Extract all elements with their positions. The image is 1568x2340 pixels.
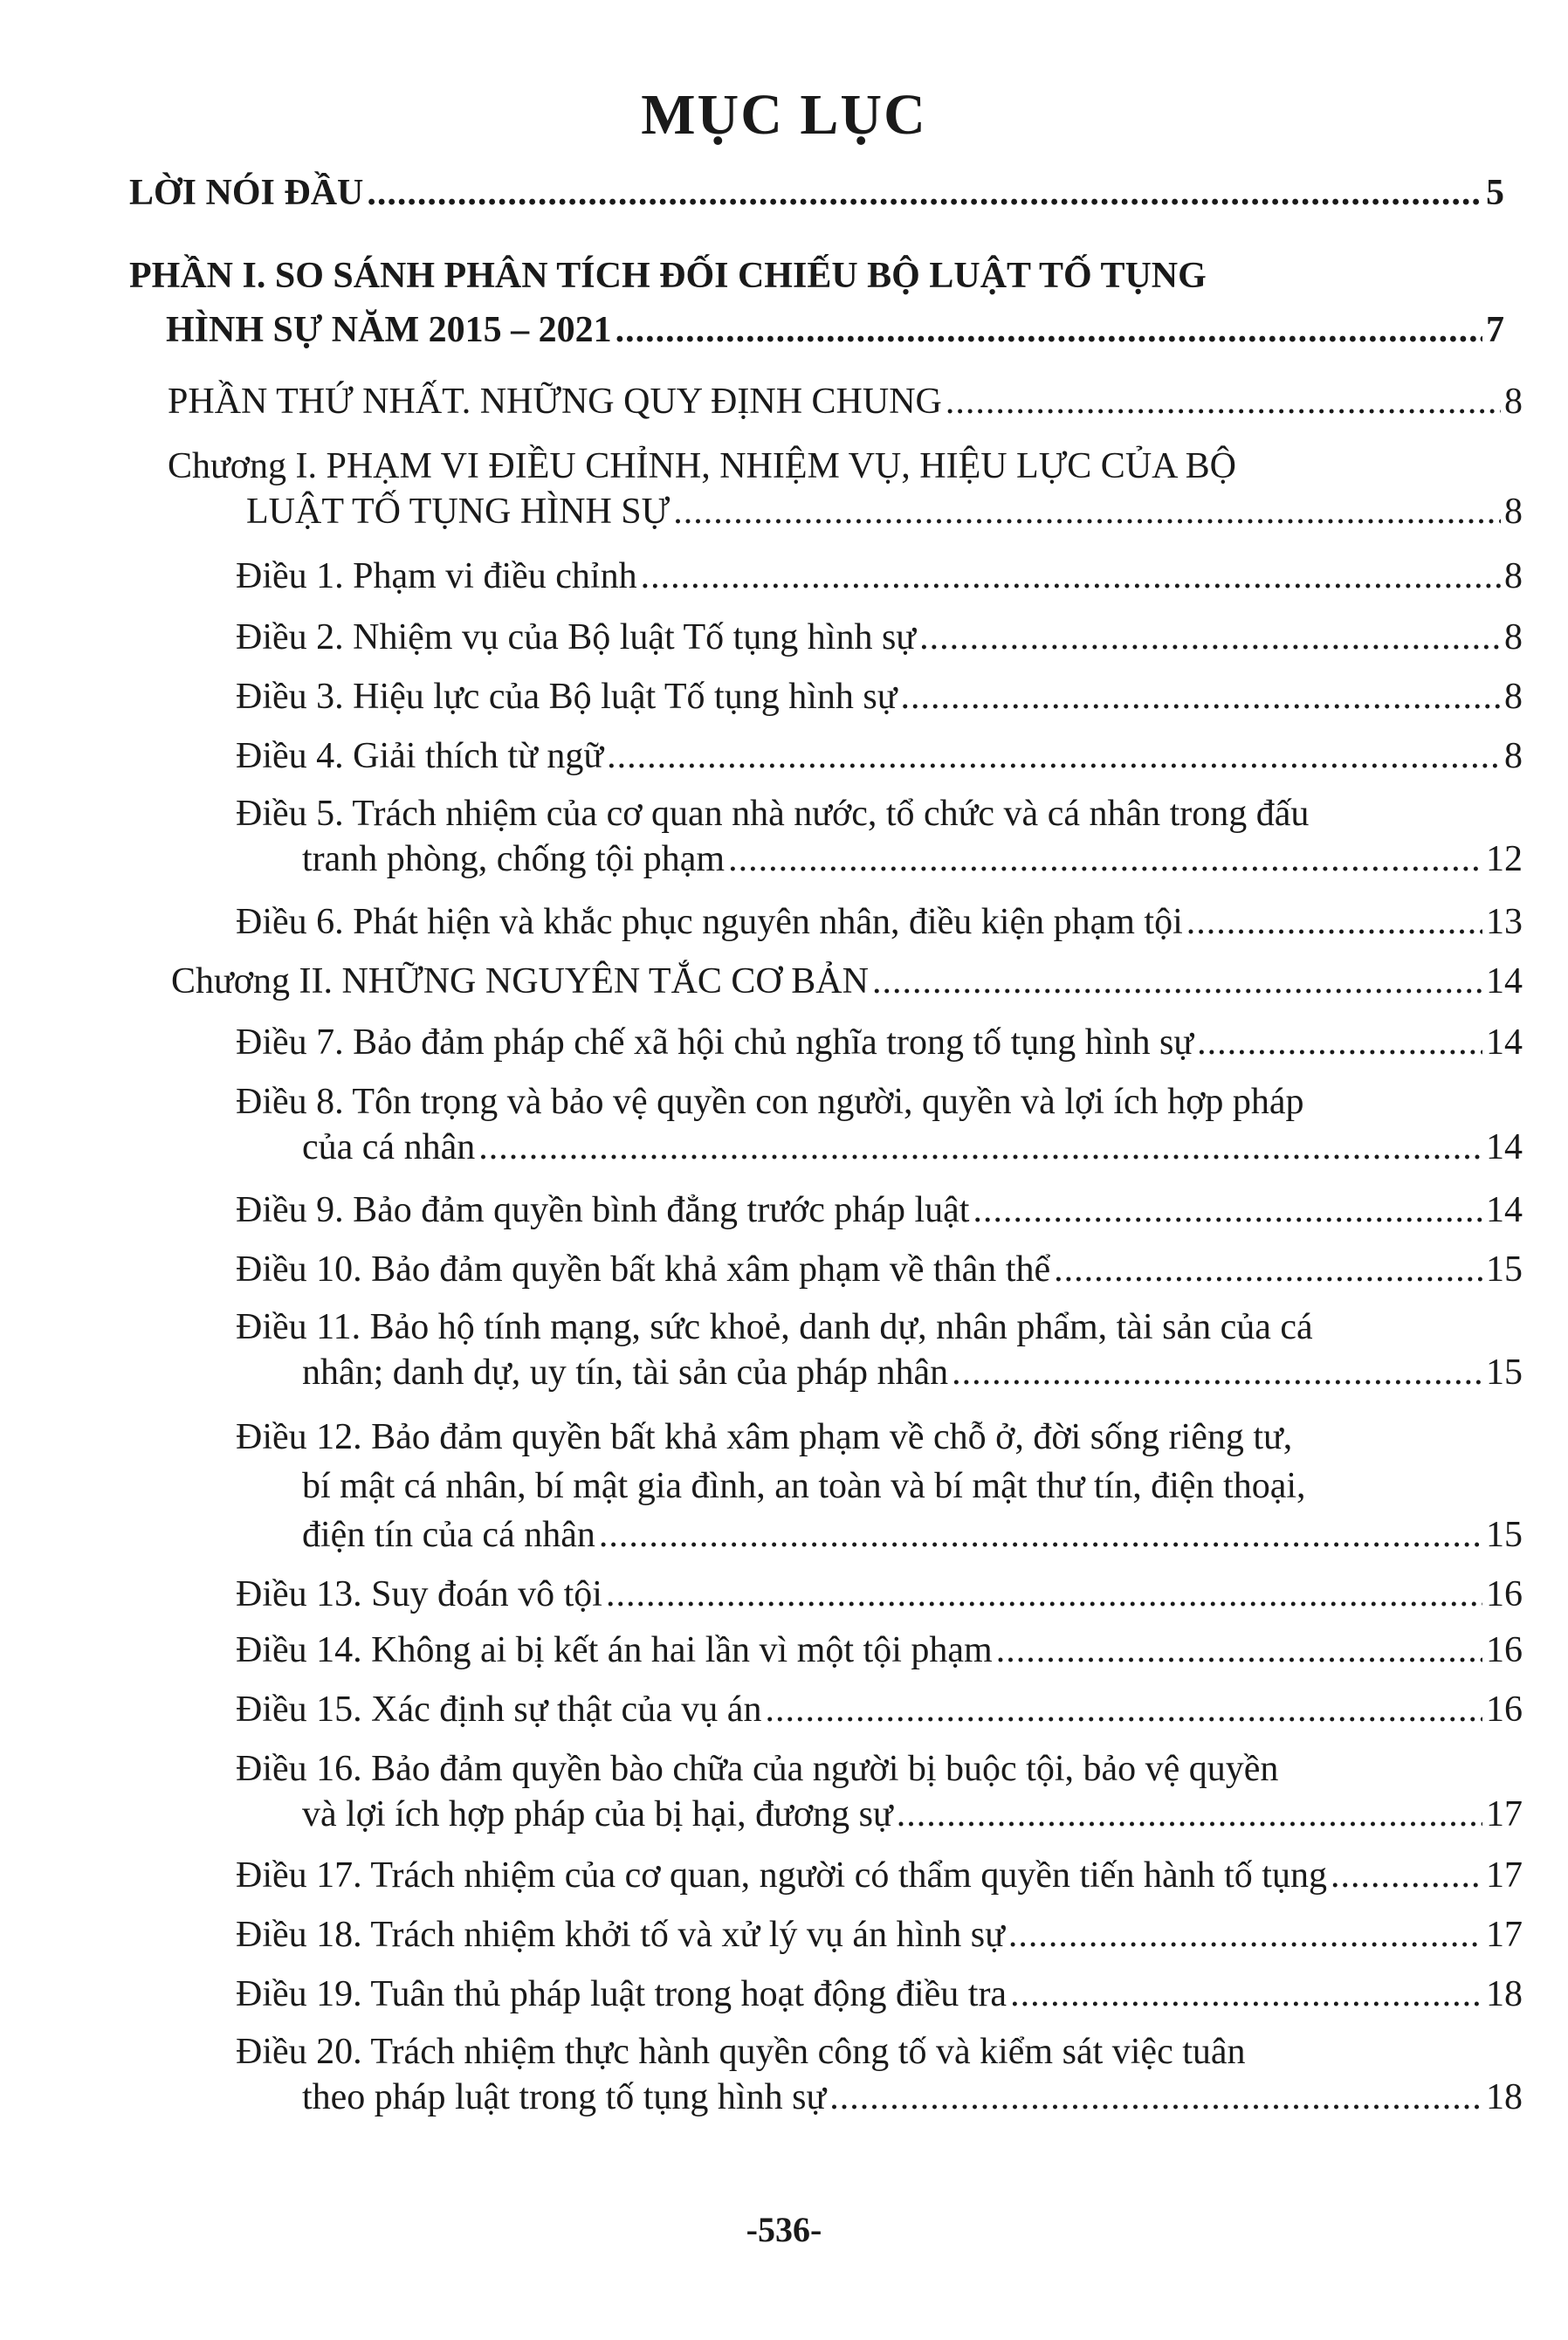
toc-entry	[236, 1304, 1523, 1395]
toc-entry-title: PHẦN I. SO SÁNH PHÂN TÍCH ĐỐI CHIẾU BỘ LUẬT TỐ TỤNG	[129, 256, 1207, 296]
page-title: MỤC LỤC	[641, 83, 927, 147]
leader-dots	[919, 615, 1501, 660]
toc-entry-title: Điều 13. Suy đoán vô tội	[236, 1574, 602, 1614]
toc-entry-title: Điều 17. Trách nhiệm của cơ quan, người có thẩm quyền tiến hành tố tụng	[236, 1855, 1327, 1896]
toc-entry-title: điện tín của cá nhân	[302, 1515, 595, 1555]
leader-dots	[1331, 1853, 1482, 1898]
toc-entry-title: Điều 3. Hiệu lực của Bộ luật Tố tụng hình sự	[236, 677, 897, 717]
toc-entry	[236, 1079, 1523, 1170]
toc-entry	[236, 1572, 1523, 1617]
toc-entry-title: Điều 7. Bảo đảm pháp chế xã hội chủ nghĩa trong tố tụng hình sự	[236, 1022, 1194, 1063]
toc-page-number: 8	[1504, 556, 1523, 596]
toc-entry-title: Điều 4. Giải thích từ ngữ	[236, 736, 604, 776]
toc-entry	[236, 733, 1523, 779]
toc-entry-title: và lợi ích hợp pháp của bị hại, đương sự	[302, 1794, 893, 1834]
toc-entry-title: LUẬT TỐ TỤNG HÌNH SỰ	[246, 492, 671, 532]
toc-entry-title: Điều 8. Tôn trọng và bảo vệ quyền con người, quyền và lợi ích hợp pháp	[236, 1082, 1304, 1122]
toc-entry	[236, 1247, 1523, 1292]
toc-page-number: 17	[1486, 1794, 1523, 1834]
toc-entry	[236, 1853, 1523, 1898]
leader-dots	[1186, 899, 1482, 945]
toc-entry	[236, 899, 1523, 945]
toc-entry-title: Điều 20. Trách nhiệm thực hành quyền công tố và kiểm sát việc tuân	[236, 2032, 1246, 2072]
toc-entry-title: Điều 12. Bảo đảm quyền bất khả xâm phạm về chỗ ở, đời sống riêng tư,	[236, 1417, 1293, 1457]
toc-entry-title: PHẦN THỨ NHẤT. NHỮNG QUY ĐỊNH CHUNG	[168, 382, 942, 422]
toc-page-number: 14	[1486, 961, 1523, 1001]
toc-entry-title: Chương I. PHẠM VI ĐIỀU CHỈNH, NHIỆM VỤ, HIỆU LỰC CỦA BỘ	[168, 446, 1237, 486]
leader-dots	[478, 1125, 1482, 1170]
toc-page-number: 18	[1486, 1974, 1523, 2014]
toc-entry-title: HÌNH SỰ NĂM 2015 – 2021	[166, 310, 612, 350]
leader-dots	[673, 489, 1501, 534]
toc-entry	[236, 2029, 1523, 2120]
toc-entry	[236, 1628, 1523, 1673]
toc-page-number: 5	[1486, 173, 1504, 213]
toc-entry-title: Điều 10. Bảo đảm quyền bất khả xâm phạm về thân thể	[236, 1249, 1051, 1290]
toc-entry	[236, 1020, 1523, 1065]
leader-dots	[641, 554, 1501, 599]
toc-entry-title: Điều 18. Trách nhiệm khởi tố và xử lý vụ án hình sự	[236, 1915, 1005, 1955]
leader-dots	[829, 2075, 1482, 2120]
leader-dots	[946, 379, 1501, 424]
toc-entry-title: tranh phòng, chống tội phạm	[302, 839, 726, 879]
toc-page-number: 7	[1486, 310, 1504, 350]
toc-page-number: 8	[1504, 677, 1523, 717]
leader-dots	[1008, 1912, 1482, 1958]
leader-dots	[367, 170, 1482, 216]
toc-entry-title: Điều 9. Bảo đảm quyền bình đẳng trước pháp luật	[236, 1190, 970, 1230]
leader-dots	[1054, 1247, 1482, 1292]
toc-entry-title: LỜI NÓI ĐẦU	[129, 173, 364, 213]
toc-entry	[129, 253, 1504, 353]
toc-page-number: 16	[1486, 1690, 1523, 1730]
toc-entry-title: Điều 11. Bảo hộ tính mạng, sức khoẻ, danh dự, nhân phẩm, tài sản của cá	[236, 1307, 1313, 1347]
toc-page-number: 8	[1504, 382, 1523, 422]
toc-entry-title: Điều 2. Nhiệm vụ của Bộ luật Tố tụng hình sự	[236, 617, 917, 657]
toc-page-number: 13	[1486, 902, 1523, 942]
leader-dots	[897, 1792, 1482, 1837]
toc-entry	[236, 1187, 1523, 1233]
leader-dots	[607, 733, 1501, 779]
toc-page-number: 17	[1486, 1915, 1523, 1955]
toc-entry-title: Điều 19. Tuân thủ pháp luật trong hoạt động điều tra	[236, 1974, 1008, 2014]
toc-entry-title: Điều 5. Trách nhiệm của cơ quan nhà nước, tổ chức và cá nhân trong đấu	[236, 794, 1310, 834]
toc-entry-title: Điều 16. Bảo đảm quyền bào chữa của người bị buộc tội, bảo vệ quyền	[236, 1749, 1279, 1789]
leader-dots	[616, 307, 1482, 353]
toc-entry-title: theo pháp luật trong tố tụng hình sự	[302, 2077, 827, 2117]
toc-entry	[168, 379, 1523, 424]
toc-entry	[236, 674, 1523, 719]
toc-entry	[236, 791, 1523, 882]
toc-page-number: 8	[1504, 492, 1523, 532]
toc-page-number: 17	[1486, 1855, 1523, 1896]
leader-dots	[765, 1687, 1482, 1732]
toc-page-number: 15	[1486, 1515, 1523, 1555]
toc-entry-title: Điều 1. Phạm vi điều chỉnh	[236, 556, 637, 596]
toc-entry-title: bí mật cá nhân, bí mật gia đình, an toàn và bí mật thư tín, điện thoại,	[302, 1466, 1306, 1506]
toc-page-number: 12	[1486, 839, 1523, 879]
toc-entry-title: Điều 15. Xác định sự thật của vụ án	[236, 1690, 762, 1730]
toc-entry-title: Chương II. NHỮNG NGUYÊN TẮC CƠ BẢN	[171, 961, 869, 1001]
toc-entry-title: của cá nhân	[302, 1127, 476, 1167]
leader-dots	[900, 674, 1501, 719]
leader-dots	[872, 959, 1482, 1004]
toc-entry-title: Điều 14. Không ai bị kết án hai lần vì một tội phạm	[236, 1630, 993, 1670]
toc-entry	[129, 170, 1504, 216]
leader-dots	[996, 1628, 1482, 1673]
leader-dots	[1197, 1020, 1482, 1065]
leader-dots	[728, 836, 1482, 882]
toc-page-number: 15	[1486, 1352, 1523, 1393]
toc-page-number: 8	[1504, 736, 1523, 776]
toc-page-number: 16	[1486, 1630, 1523, 1670]
toc-page-number: 8	[1504, 617, 1523, 657]
toc-entry	[171, 959, 1523, 1004]
toc-entry-title: nhân; danh dự, uy tín, tài sản của pháp nhân	[302, 1352, 949, 1393]
leader-dots	[973, 1187, 1482, 1233]
toc-page-number: 18	[1486, 2077, 1523, 2117]
toc-page-number: 15	[1486, 1249, 1523, 1290]
leader-dots	[599, 1512, 1482, 1558]
toc-entry	[168, 444, 1523, 534]
leader-dots	[1010, 1972, 1482, 2017]
toc-entry	[236, 615, 1523, 660]
toc-page-number: 14	[1486, 1022, 1523, 1063]
toc-entry	[236, 1912, 1523, 1958]
toc-entry	[236, 1414, 1523, 1558]
toc-entry	[236, 1687, 1523, 1732]
toc-page-number: 14	[1486, 1127, 1523, 1167]
toc-page-number: 14	[1486, 1190, 1523, 1230]
toc-entry	[236, 1746, 1523, 1837]
page-number-footer: -536-	[746, 2210, 822, 2249]
toc-page-number: 16	[1486, 1574, 1523, 1614]
leader-dots	[952, 1350, 1482, 1395]
toc-entry	[236, 554, 1523, 599]
toc-entry-title: Điều 6. Phát hiện và khắc phục nguyên nhân, điều kiện phạm tội	[236, 902, 1183, 942]
leader-dots	[606, 1572, 1482, 1617]
toc-entry	[236, 1972, 1523, 2017]
